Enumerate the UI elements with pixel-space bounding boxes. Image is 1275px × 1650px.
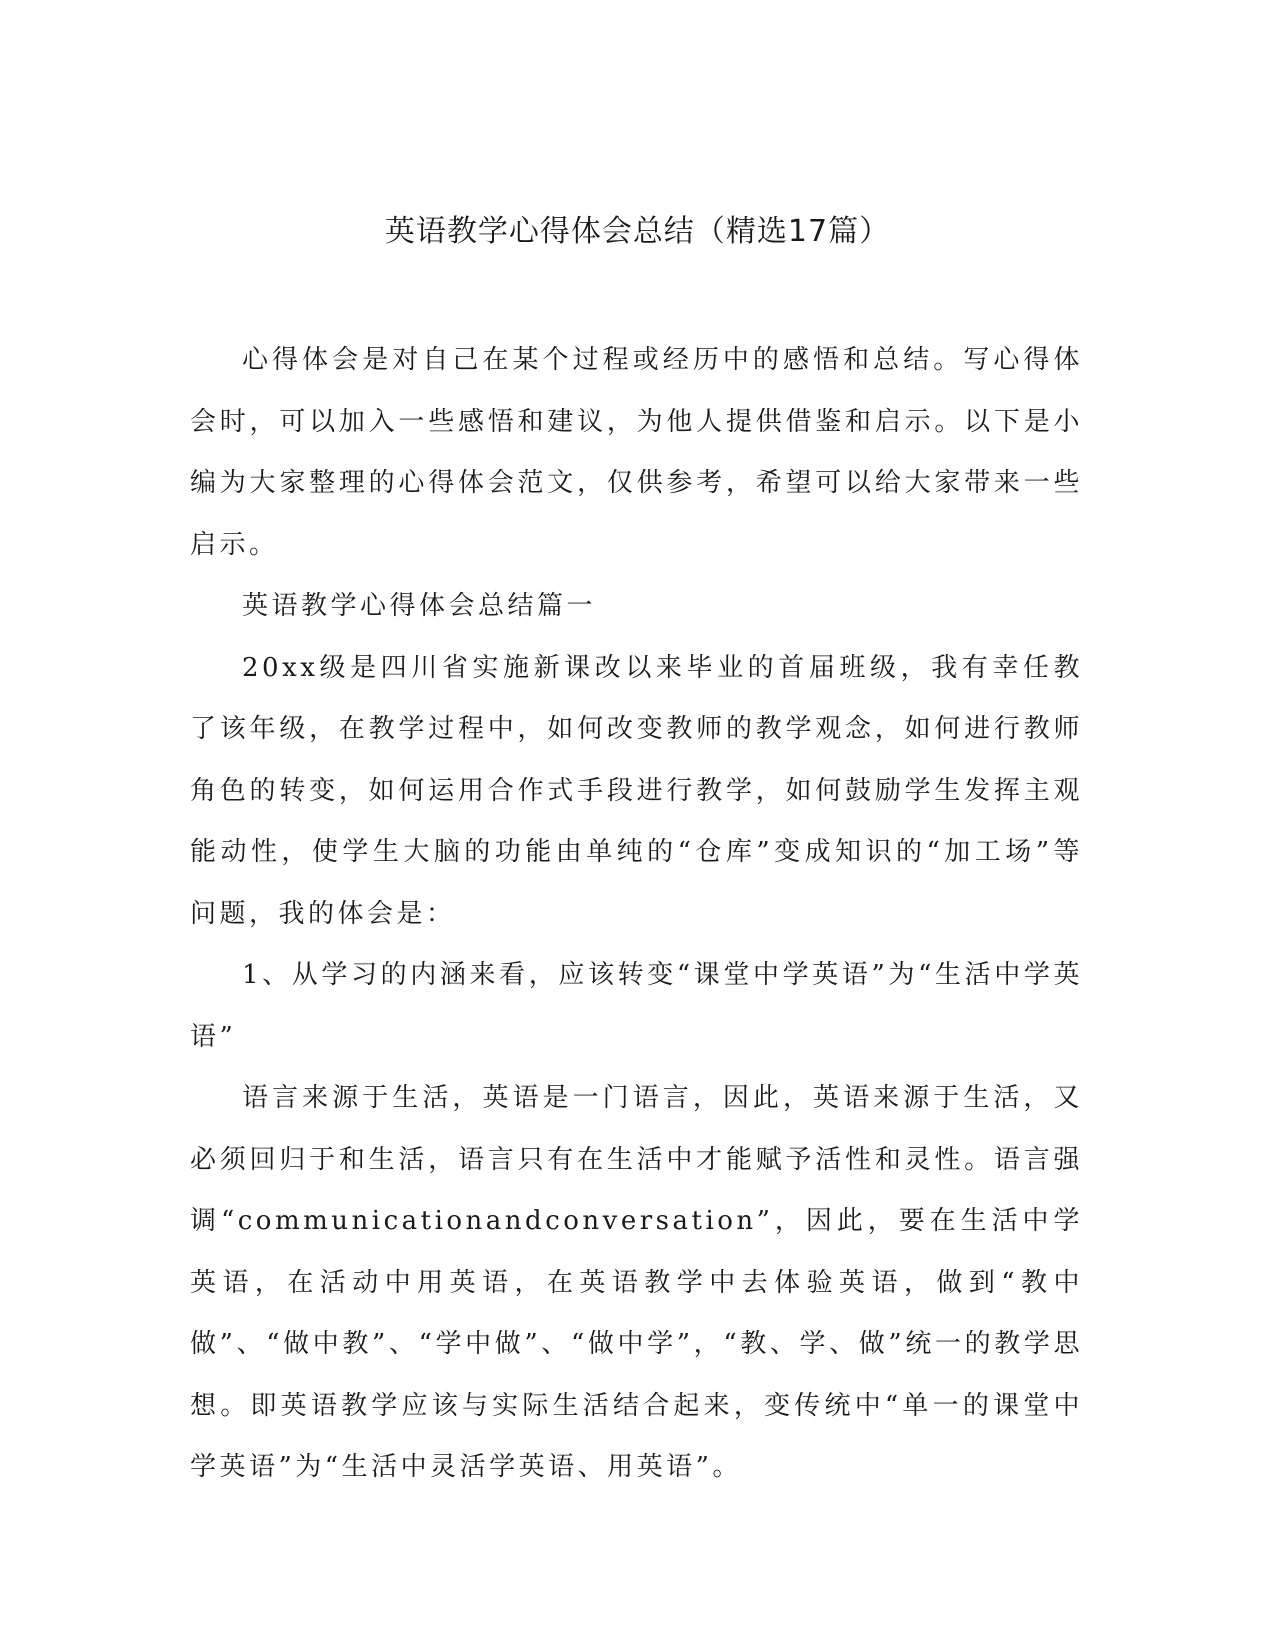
- document-title: 英语教学心得体会总结（精选17篇）: [384, 214, 891, 249]
- point-heading: 1、从学习的内涵来看，应该转变“课堂中学英语”为“生活中学英语”: [190, 960, 1083, 1052]
- body-paragraph: 20xx级是四川省实施新课改以来毕业的首届班级，我有幸任教了该年级，在教学过程中，如何改变教师的教学观念，如何进行教师角色的转变，如何运用合作式手段进行教学，如何鼓励学生发挥主观能动性，使学生大脑的功能由单纯的“仓库”变成知识的“加工场”等问题，我的体会是：: [190, 652, 1083, 929]
- intro-paragraph: 心得体会是对自己在某个过程或经历中的感悟和总结。写心得体会时，可以加入一些感悟和建议，为他人提供借鉴和启示。以下是小编为大家整理的心得体会范文，仅供参考，希望可以给大家带来一些启示。: [190, 345, 1083, 560]
- body-paragraph: 语言来源于生活，英语是一门语言，因此，英语来源于生活，又必须回归于和生活，语言只有在生活中才能赋予活性和灵性。语言强调“communicationandconversation”，因此，要在生活中学英语，在活动中用英语，在英语教学中去体验英语，做到“教中做”、“做中教”、“学中做”、“做中学”，“教、学、做”统一的教学思想。即英语教学应该与实际生活结合起来，变传统中“单一的课堂中学英语”为“生活中灵活学英语、用英语”。: [190, 1083, 1083, 1482]
- document-body: [190, 330, 1083, 1499]
- section-heading: 英语教学心得体会总结篇一: [242, 591, 597, 621]
